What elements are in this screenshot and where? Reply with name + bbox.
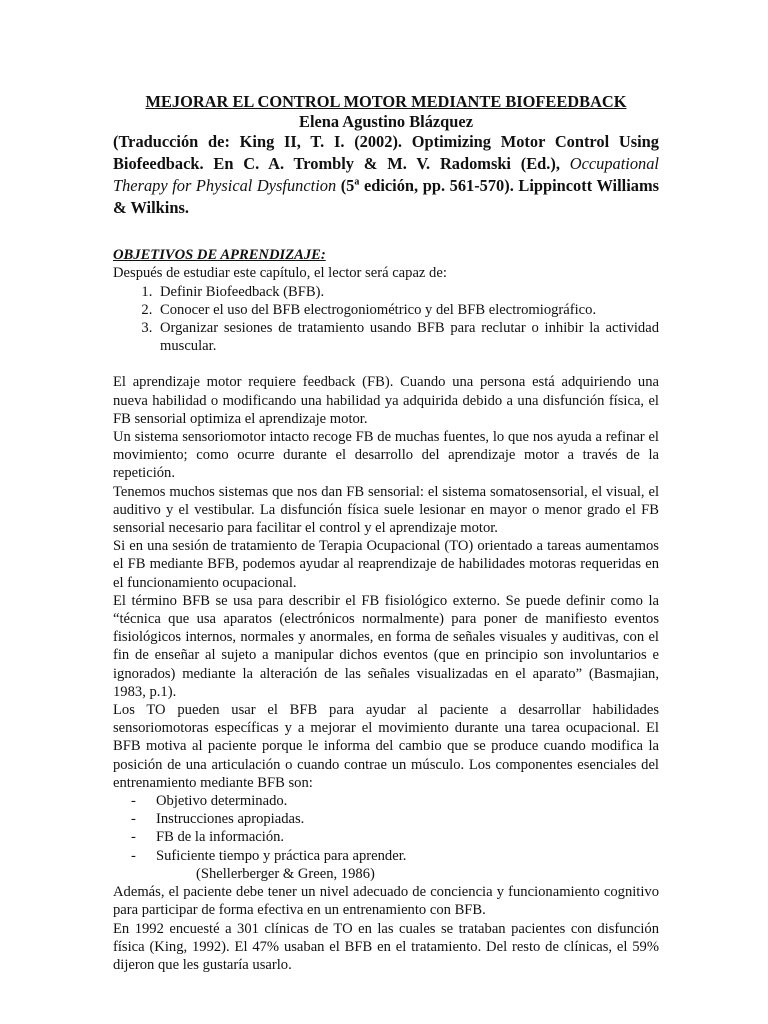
dash-bullet: - (131, 793, 136, 810)
citation-text-edition: (5 (336, 176, 355, 196)
document-page (113, 92, 659, 974)
document-author: Elena Agustino Blázquez (299, 111, 473, 131)
objectives-list (113, 283, 659, 356)
objective-item: 1. Definir Biofeedback (BFB). (156, 283, 659, 301)
body-paragraph: El aprendizaje motor requiere feedback (FB). Cuando una persona está adquiriendo una nueva habilidad o modificando una habilidad ya adquirida debido a una disfunción física, el FB sensorial optimiza el aprendizaje motor. (113, 374, 659, 427)
component-text: Instrucciones apropiadas. (156, 811, 305, 828)
citation-text-start: (Traducción de: King II, T. I. (2002). Optimizing Motor Control Using Biofeedback. En C. A. Trombly & M. V. Radomski (Ed.), (113, 132, 659, 174)
component-item (131, 810, 659, 828)
component-text: Objetivo determinado. (156, 793, 288, 810)
body-paragraph: En 1992 encuesté a 301 clínicas de TO en las cuales se trataban pacientes con disfunción física (King, 1992). El 47% usaban el BFB en el tratamiento. Del resto de clínicas, el 59% dijeron que les gustaría usarlo. (113, 920, 659, 973)
component-item (131, 828, 659, 846)
objective-item: 2. Conocer el uso del BFB electrogoniométrico y del BFB electromiográfico. (156, 301, 659, 319)
document-title: MEJORAR EL CONTROL MOTOR MEDIANTE BIOFEEDBACK (145, 92, 627, 111)
dash-bullet: - (131, 847, 136, 864)
dash-bullet: - (131, 811, 136, 828)
body-paragraph: Los TO pueden usar el BFB para ayudar al paciente a desarrollar habilidades sensoriomotoras específicas y a mejorar el movimiento durante una tarea ocupacional. El BFB motiva al paciente porque le informa del cambio que se produce cuando modifica la posición de una articulación o cuando contrae un músculo. Los componentes esenciales del entrenamiento mediante BFB son: (113, 702, 659, 791)
components-list (113, 792, 659, 865)
objectives-intro: Después de estudiar este capítulo, el lector será capaz de: (113, 265, 447, 282)
components-reference: (Shellerberger & Green, 1986) (196, 865, 375, 882)
body-paragraph: El término BFB se usa para describir el FB fisiológico externo. Se puede definir como la “técnica que usa aparatos (electrónicos normalmente) para poner de manifiesto eventos fisiológicos internos, normales y anormales, en forma de señales visuales y auditivas, con el fin de enseñar al sujeto a manipular dichos eventos (que en principio son involuntarios e ignorados) mediante la alteración de las señales visualizadas en el aparato” (Basmajian, 1983, p.1). (113, 592, 659, 700)
dash-bullet: - (131, 829, 136, 846)
component-text: Suficiente tiempo y práctica para aprender. (156, 847, 407, 864)
translation-citation (113, 131, 659, 219)
citation-text-end: edición, pp. 561-570). Lippincott Williams & Wilkins. (113, 176, 659, 218)
body-paragraph: Además, el paciente debe tener un nivel adecuado de conciencia y funcionamiento cognitivo para participar de forma efectiva en un entrenamiento con BFB. (113, 884, 659, 919)
citation-superscript: a (354, 176, 360, 188)
paragraph-gap (113, 355, 659, 373)
body-paragraph: Un sistema sensoriomotor intacto recoge FB de muchas fuentes, lo que nos ayuda a refinar el movimiento; como ocurre durante el desarrollo del aprendizaje motor a través de la repetición. (113, 429, 659, 482)
body-paragraph: Si en una sesión de tratamiento de Terapia Ocupacional (TO) orientado a tareas aumentamos el FB mediante BFB, podemos ayudar al reaprendizaje de habilidades motoras requeridas en el funcionamiento ocupacional. (113, 538, 659, 591)
citation-book-title: Occupational Therapy for Physical Dysfunction (113, 154, 659, 196)
objectives-heading: OBJETIVOS DE APRENDIZAJE: (113, 247, 326, 264)
component-item (131, 847, 659, 865)
objective-item: 3. Organizar sesiones de tratamiento usando BFB para reclutar o inhibir la actividad muscular. (156, 319, 659, 355)
component-item (131, 792, 659, 810)
component-text: FB de la información. (156, 829, 285, 846)
body-paragraph: Tenemos muchos sistemas que nos dan FB sensorial: el sistema somatosensorial, el visual, el auditivo y el vestibular. La disfunción física suele lesionar en mayor o menor grado el FB sensorial necesario para facilitar el control y el aprendizaje motor. (113, 483, 659, 537)
